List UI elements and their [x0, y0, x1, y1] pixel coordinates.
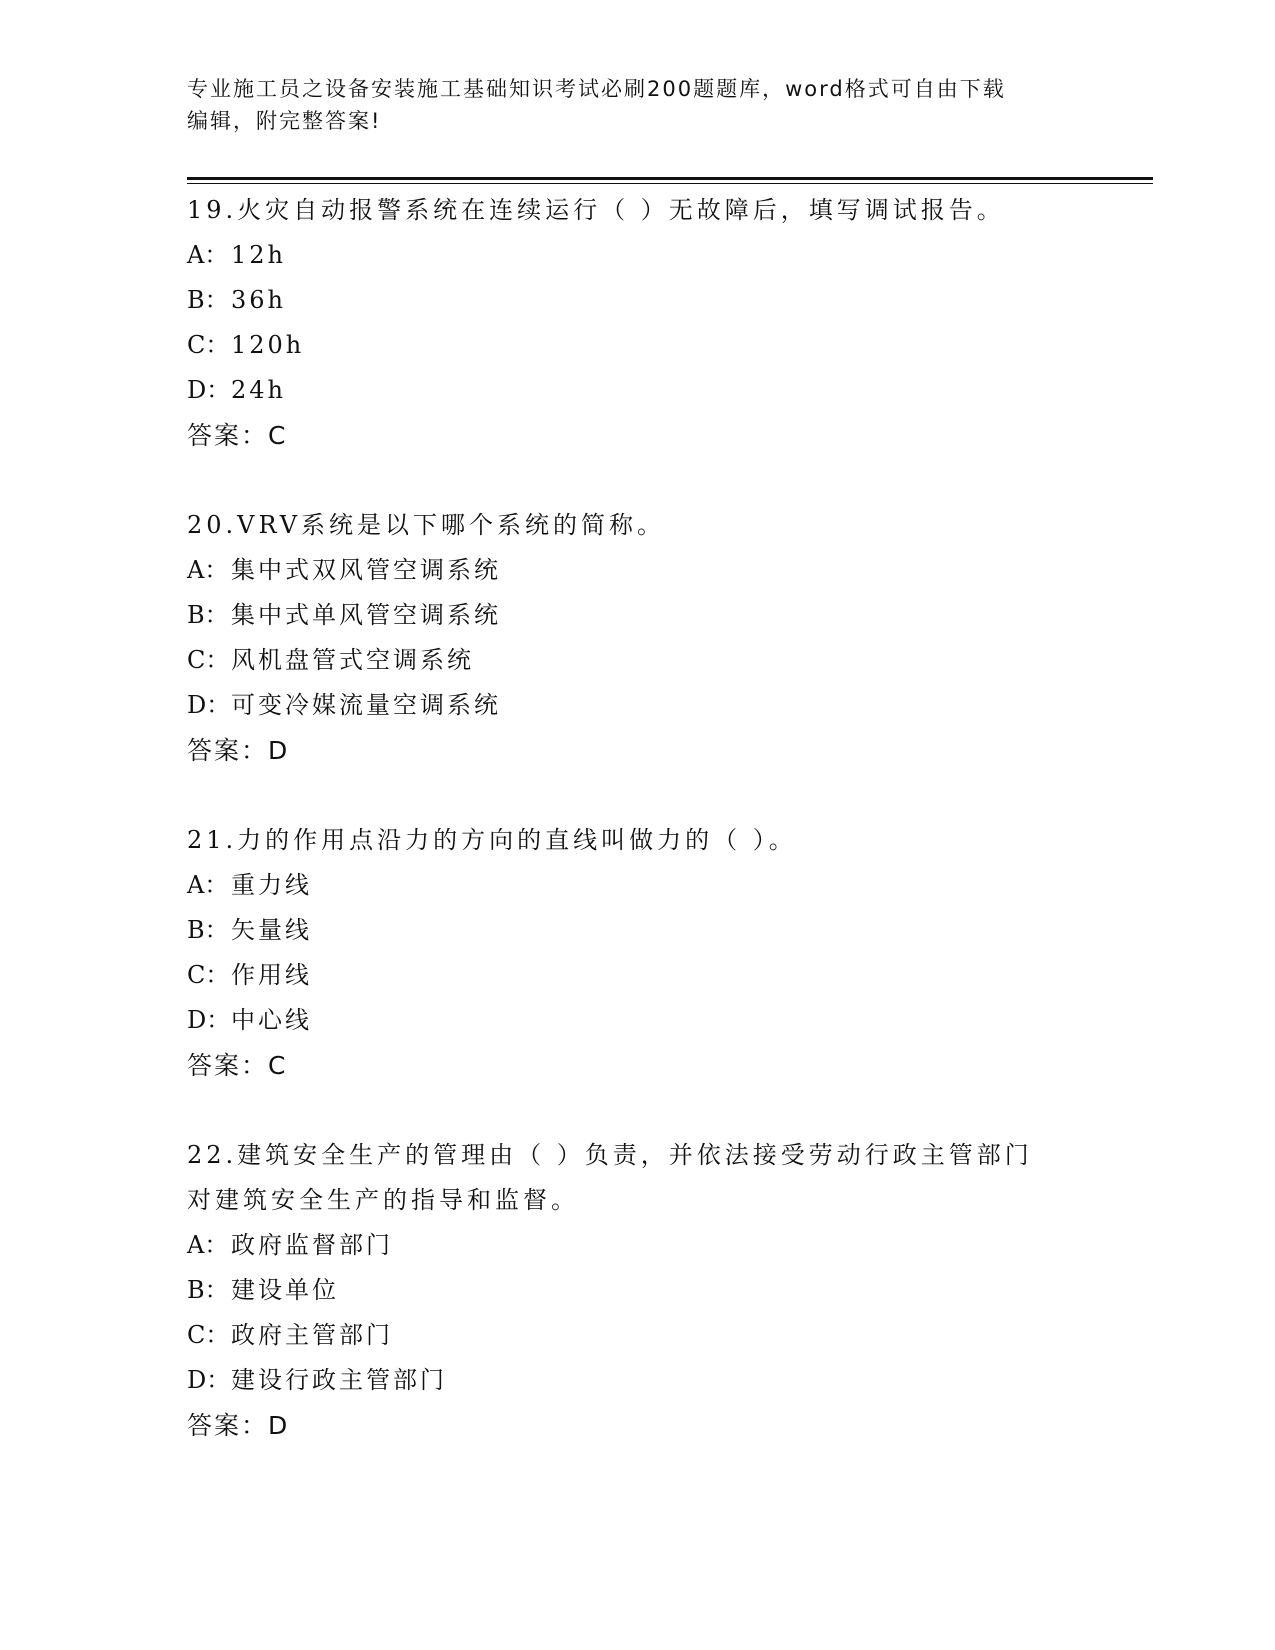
answer-line: 答案：C	[187, 421, 288, 450]
option-letter: D：	[187, 691, 231, 719]
answer-line: 答案：C	[187, 1051, 288, 1080]
option-letter: B：	[187, 916, 229, 944]
option-letter: D：	[187, 1366, 231, 1394]
option-letter: B：	[187, 286, 229, 314]
option-letter: D：	[187, 1006, 231, 1034]
question-text: 21.力的作用点沿力的方向的直线叫做力的（ ）。	[187, 826, 797, 854]
option-text: 120h	[231, 331, 305, 359]
option-a	[187, 233, 1087, 278]
option-letter: A：	[187, 1231, 229, 1259]
option-text: 政府监督部门	[231, 1231, 393, 1259]
option-text: 政府主管部门	[231, 1321, 393, 1349]
option-c	[187, 638, 1087, 683]
question-text: 20.VRV系统是以下哪个系统的简称。	[187, 511, 666, 539]
option-text: 可变冷媒流量空调系统	[231, 691, 501, 719]
option-a	[187, 548, 1087, 593]
question-20	[187, 503, 1087, 773]
option-letter: A：	[187, 241, 229, 269]
header-line-1: 专业施工员之设备安装施工基础知识考试必刷200题题库，word格式可自由下载	[187, 77, 1006, 101]
option-a	[187, 863, 1087, 908]
option-letter: A：	[187, 556, 229, 584]
option-letter: A：	[187, 871, 229, 899]
header-divider-thick	[187, 177, 1153, 180]
option-text: 36h	[231, 286, 286, 314]
option-text: 风机盘管式空调系统	[231, 646, 474, 674]
answer-line: 答案：D	[187, 1411, 290, 1440]
option-letter: B：	[187, 1276, 229, 1304]
option-letter: C：	[187, 331, 230, 359]
header-line-2: 编辑，附完整答案!	[187, 109, 382, 133]
option-d	[187, 998, 1087, 1043]
option-letter: C：	[187, 646, 230, 674]
option-text: 矢量线	[231, 916, 312, 944]
option-d	[187, 683, 1087, 728]
option-c	[187, 1313, 1087, 1358]
option-d	[187, 1358, 1087, 1403]
option-b	[187, 278, 1087, 323]
question-text: 19.火灾自动报警系统在连续运行（ ）无故障后，填写调试报告。	[187, 196, 1005, 224]
option-b	[187, 593, 1087, 638]
option-text: 作用线	[231, 961, 312, 989]
option-text: 集中式单风管空调系统	[231, 601, 501, 629]
option-letter: D：	[187, 376, 231, 404]
option-text: 重力线	[231, 871, 312, 899]
option-letter: C：	[187, 1321, 230, 1349]
question-19	[187, 188, 1087, 458]
option-a	[187, 1223, 1087, 1268]
answer-line: 答案：D	[187, 736, 290, 765]
option-b	[187, 908, 1087, 953]
option-text: 集中式双风管空调系统	[231, 556, 501, 584]
option-letter: C：	[187, 961, 230, 989]
option-c	[187, 953, 1087, 998]
option-text: 建设行政主管部门	[231, 1366, 447, 1394]
option-letter: B：	[187, 601, 229, 629]
question-text: 22.建筑安全生产的管理由（ ）负责，并依法接受劳动行政主管部门对建筑安全生产的指导和监督。	[187, 1141, 1033, 1214]
document-header	[187, 73, 1087, 137]
option-c	[187, 323, 1087, 368]
option-d	[187, 368, 1087, 413]
option-text: 12h	[231, 241, 286, 269]
question-22	[187, 1133, 1087, 1448]
option-text: 24h	[231, 376, 286, 404]
question-21	[187, 818, 1087, 1088]
option-b	[187, 1268, 1087, 1313]
header-divider-thin	[187, 183, 1153, 184]
option-text: 建设单位	[231, 1276, 339, 1304]
option-text: 中心线	[231, 1006, 312, 1034]
